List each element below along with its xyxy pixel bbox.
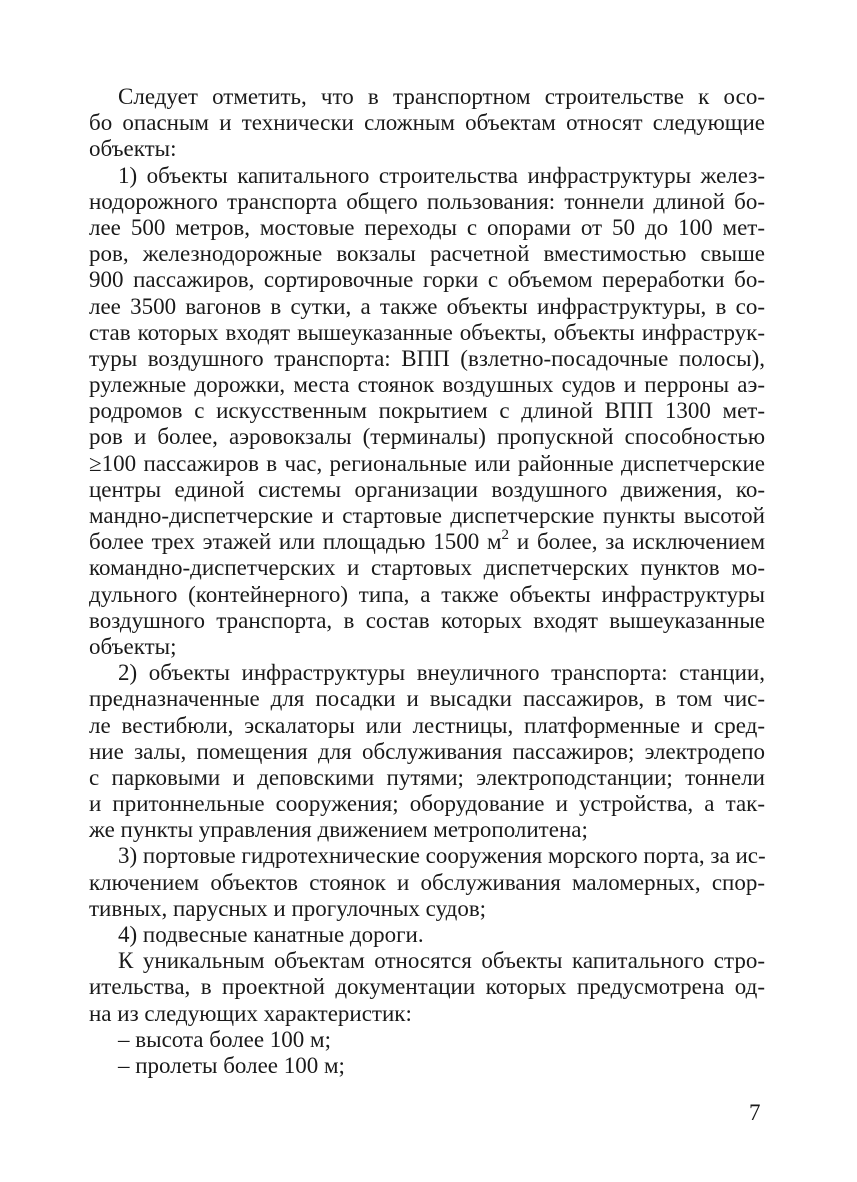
- text-line: с парковыми и деповскими путями; электроподстанции; тоннели: [89, 764, 765, 790]
- text-line: – пролеты более 100 м;: [118, 1052, 345, 1078]
- text-line: ров и более, аэровокзалы (терминалы) пропускной способностью: [89, 424, 765, 450]
- text-line: и притоннельные сооружения; оборудование и устройства, а так-: [89, 791, 765, 817]
- text-line: 900 пассажиров, сортировочные горки с объемом переработки бо-: [89, 267, 765, 293]
- text-line: предназначенные для посадки и высадки пассажиров, в том чис-: [89, 686, 765, 712]
- text-line: ние залы, помещения для обслуживания пассажиров; электродепо: [89, 738, 765, 764]
- text-line: лее 3500 вагонов в сутки, а также объекты инфраструктуры, в со-: [89, 293, 765, 319]
- text-line: ключением объектов стоянок и обслуживания маломерных, спор-: [89, 869, 765, 895]
- text-line: мандно-диспетчерские и стартовые диспетчерские пункты высотой: [89, 503, 765, 528]
- text-line: бо опасным и технически сложным объектам относят следующие: [89, 110, 765, 136]
- text-line: тивных, парусных и прогулочных судов;: [89, 895, 487, 921]
- text-segment: более трех этажей или площадью 1500 м: [89, 529, 502, 555]
- text-line: родромов с искусственным покрытием с длиной ВПП 1300 мет-: [89, 398, 765, 424]
- text-line: центры единой системы организации воздушного движения, ко-: [89, 476, 765, 502]
- text-line: туры воздушного транспорта: ВПП (взлетно-посадочные полосы),: [89, 345, 765, 371]
- text-line: рулежные дорожки, места стоянок воздушных судов и перроны аэ-: [89, 372, 765, 398]
- superscript: 2: [501, 526, 510, 543]
- text-line: 4) подвесные канатные дороги.: [118, 922, 424, 947]
- text-line: Следует отметить, что в транспортном строительстве к осо-: [118, 84, 765, 109]
- text-line: [89, 526, 765, 555]
- text-line: дульного (контейнерного) типа, а также объекты инфраструктуры: [89, 581, 765, 607]
- text-line: нодорожного транспорта общего пользования: тоннели длиной бо-: [89, 188, 765, 214]
- text-line: ров, железнодорожные вокзалы расчетной вместимостью свыше: [89, 241, 765, 267]
- text-line: 1) объекты капитального строительства инфраструктуры желез-: [118, 162, 765, 188]
- text-line: 3) портовые гидротехнические сооружения морского порта, за ис-: [118, 843, 766, 869]
- text-line: ≥100 пассажиров в час, региональные или районные диспетчерские: [89, 450, 765, 476]
- text-line: же пункты управления движением метрополитена;: [89, 817, 588, 843]
- text-line: лее 500 метров, мостовые переходы с опорами от 50 до 100 мет-: [89, 214, 765, 240]
- page-number: 7: [749, 1100, 761, 1125]
- text-line: К уникальным объектам относятся объекты капитального стро-: [118, 948, 765, 974]
- text-line: ительства, в проектной документации которых предусмотрена од-: [89, 974, 765, 1000]
- text-line: командно-диспетчерских и стартовых диспетчерских пунктов мо-: [89, 555, 765, 581]
- text-line: 2) объекты инфраструктуры внеуличного транспорта: станции,: [118, 660, 765, 686]
- text-line: ле вестибюли, эскалаторы или лестницы, платформенные и сред-: [89, 712, 765, 738]
- text-line: объекты:: [89, 136, 177, 162]
- text-segment: и более, за исключением: [509, 529, 765, 555]
- text-line: объекты;: [89, 633, 177, 659]
- text-line: воздушного транспорта, в состав которых входят вышеуказанные: [89, 607, 765, 633]
- text-line: став которых входят вышеуказанные объекты, объекты инфраструк-: [89, 319, 765, 345]
- page-body-text: [89, 84, 765, 1079]
- text-line: на из следующих характеристик:: [89, 1000, 412, 1026]
- text-line: – высота более 100 м;: [118, 1026, 331, 1052]
